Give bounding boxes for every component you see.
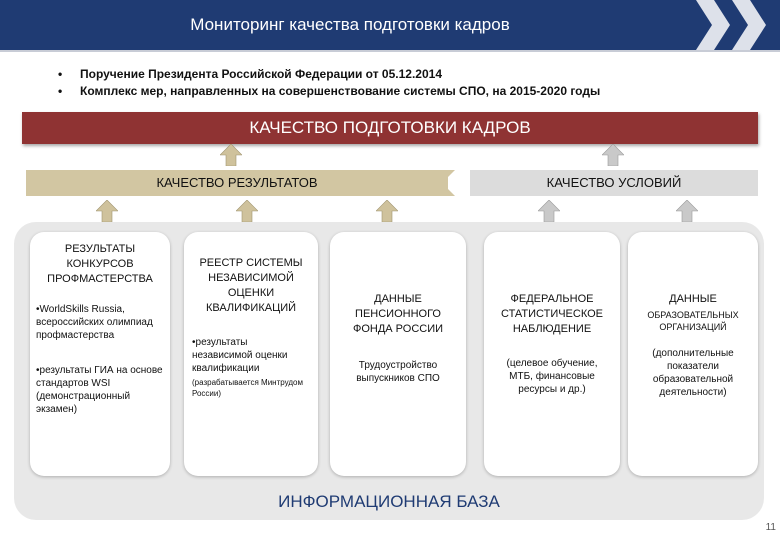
- card-pension-fund: [330, 232, 466, 476]
- arrow-up-icon: [220, 144, 242, 166]
- card-title: РЕЕСТР СИСТЕМЫ НЕЗАВИСИМОЙ ОЦЕНКИ КВАЛИФИКАЦИЙ: [199, 257, 303, 314]
- card-title: РЕЗУЛЬТАТЫ КОНКУРСОВ ПРОФМАСТЕРСТВА: [47, 243, 153, 285]
- card-title: ДАННЫЕ ПЕНСИОННОГО ФОНДА РОССИИ: [352, 293, 444, 335]
- page-title: Мониторинг качества подготовки кадров: [190, 15, 510, 34]
- arrow-up-icon: [236, 200, 258, 222]
- bullet-item: • Поручение Президента Российской Федерации от 05.12.2014: [58, 67, 442, 81]
- quality-results-bar: КАЧЕСТВО РЕЗУЛЬТАТОВ: [26, 170, 448, 196]
- arrow-up-icon: [96, 200, 118, 222]
- card-federal-statistics: [484, 232, 620, 476]
- card-qualification-registry: [184, 232, 318, 476]
- card-title: ФЕДЕРАЛЬНОЕ СТАТИСТИЧЕСКОЕ НАБЛЮДЕНИЕ: [500, 293, 604, 335]
- bullet-list: [58, 66, 758, 100]
- card-title: ДАННЫЕ: [669, 293, 717, 305]
- quality-conditions-bar: КАЧЕСТВО УСЛОВИЙ: [470, 170, 758, 196]
- arrow-up-icon: [376, 200, 398, 222]
- card-text: •результаты независимой оценки квалификации: [192, 337, 288, 374]
- card-subtitle: ОБРАЗОВАТЕЛЬНЫХ ОРГАНИЗАЦИЙ: [647, 310, 739, 332]
- card-educational-organizations: [628, 232, 758, 476]
- card-text: Трудоустройство выпускников СПО: [356, 360, 440, 384]
- arrow-up-icon: [538, 200, 560, 222]
- arrow-up-icon: [602, 144, 624, 166]
- card-text: (целевое обучение, МТБ, финансовые ресурсы и др.): [506, 358, 598, 395]
- card-text: (дополнительные показатели образовательной деятельности): [652, 348, 734, 398]
- quality-banner: КАЧЕСТВО ПОДГОТОВКИ КАДРОВ: [22, 112, 758, 144]
- arrow-up-icon: [676, 200, 698, 222]
- card-note: (разрабатывается Минтрудом России): [192, 378, 303, 398]
- card-text: •результаты ГИА на основе стандартов WSI (демонстрационный экзамен): [36, 365, 163, 415]
- results-bar-cap: [442, 170, 455, 196]
- card-competition-results: [30, 232, 170, 476]
- header-divider: [0, 50, 780, 52]
- information-base-label: ИНФОРМАЦИОННАЯ БАЗА: [278, 492, 500, 511]
- bullet-item: • Комплекс мер, направленных на совершенствование системы СПО, на 2015-2020 годы: [58, 84, 601, 98]
- chevron-decoration-icon: [688, 0, 780, 50]
- card-text: •WorldSkills Russia, всероссийских олимпиад профмастерства: [36, 304, 153, 341]
- page-number: 11: [765, 522, 776, 533]
